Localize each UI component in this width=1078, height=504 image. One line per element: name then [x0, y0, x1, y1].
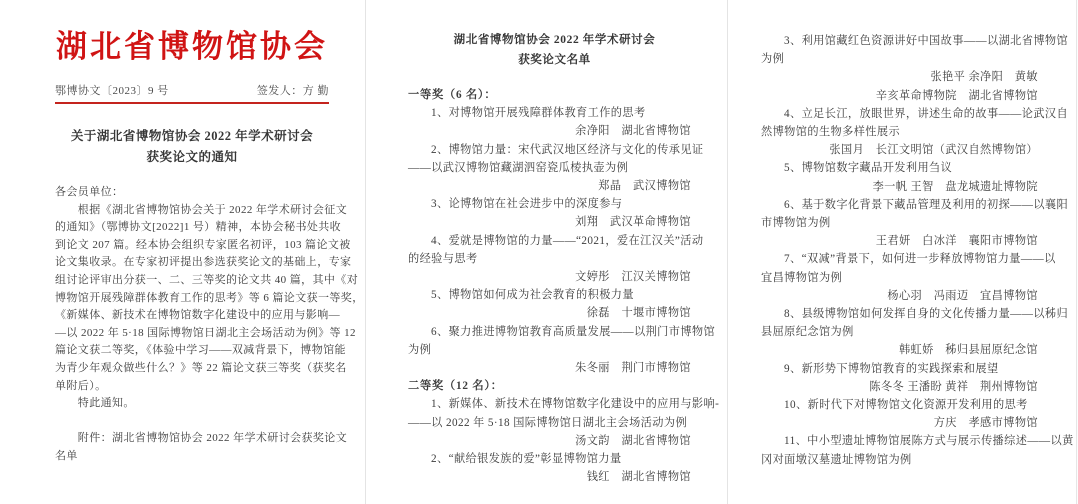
- award-list-title-line-1: 湖北省博物馆协会 2022 年学术研讨会: [453, 34, 656, 46]
- paper-title-line: 4、立足长江，放眼世界，讲述生命的故事——论武汉自: [784, 107, 1069, 120]
- paper-title-continuation: 冈对面墩汉墓遗址博物馆为例: [761, 453, 912, 466]
- paper-title-line: 3、论博物馆在社会进步中的深度参与: [431, 198, 623, 211]
- author-line: 刘翔 武汉革命博物馆: [575, 216, 691, 229]
- paper-title-continuation: 为例: [408, 343, 432, 356]
- text-line: 《新媒体、新技术在博物馆数字化建设中的应用与影响—: [55, 309, 340, 322]
- author-line: 李一帆 王智 盘龙城遗址博物院: [872, 180, 1038, 193]
- paper-title-line: 1、新媒体、新技术在博物馆数字化建设中的应用与影响-: [431, 398, 720, 411]
- paper-title-line: 7、“双减”背景下，如何进一步释放博物馆力量——以: [784, 253, 1056, 266]
- author-line: 余净阳 湖北省博物馆: [575, 125, 691, 138]
- issuer-label: 签发人：方 勤: [256, 85, 329, 97]
- page-3-award-list-continued: [728, 0, 1077, 504]
- paper-title-line: 9、新形势下博物馆教育的实践探索和展望: [784, 362, 999, 375]
- award-list-title-line-2: 获奖论文名单: [518, 54, 591, 66]
- paper-title-continuation: 为例: [761, 53, 785, 66]
- paper-title-line: 2、“献给银发族的爱”彰显博物馆力量: [431, 453, 622, 466]
- masthead-title: 湖北省博物馆协会: [56, 29, 328, 64]
- award-list-body: [408, 86, 720, 486]
- text-line: —以 2022 年 5·18 国际博物馆日湖北主会场活动为例》等 12: [55, 326, 356, 339]
- author-line: 汤文韵 湖北省博物馆: [575, 434, 691, 447]
- text-line: 单附后）。: [55, 379, 107, 392]
- paper-title-continuation: 然博物馆的生物多样性展示: [761, 126, 901, 139]
- prize-heading: 一等奖（6 名）：: [408, 89, 497, 101]
- author-line: 文婷彤 江汉关博物馆: [575, 271, 691, 284]
- text-line: 到论文 207 篇。经本协会组织专家匿名初评，103 篇论文被: [55, 238, 351, 251]
- text-line: 篇论文获二等奖，《体验中学习——双减背景下，博物馆能: [55, 344, 346, 357]
- paper-title-line: 3、利用馆藏红色资源讲好中国故事——以湖北省博物馆: [784, 35, 1069, 47]
- page-2-award-list: [366, 0, 728, 504]
- text-line: 名单: [55, 449, 78, 462]
- award-list-title: [408, 30, 701, 70]
- red-divider: [55, 102, 329, 104]
- author-line: 朱冬丽 荆门市博物馆: [575, 362, 691, 375]
- doc-number: 鄂博协文〔2023〕9 号: [55, 85, 169, 97]
- author-line: 王君妍 白冰洋 襄阳市博物馆: [875, 235, 1038, 248]
- author-line: 陈冬冬 王潘盼 黄祥 荆州博物馆: [869, 380, 1038, 393]
- paper-title-continuation: ——以武汉博物馆藏湖泗窑瓷瓜棱执壶为例: [408, 161, 629, 174]
- paper-title-line: 10、新时代下对博物馆文化资源开发利用的思考: [784, 399, 1028, 412]
- paper-title-line: 5、博物馆数字藏品开发利用刍议: [784, 162, 953, 175]
- text-line: 根据《湖北省博物馆协会关于 2022 年学术研讨会征文: [55, 203, 348, 216]
- text-line: 组讨论评审出分获一、二、三等奖的论文共 40 篇，其中《对: [55, 273, 359, 286]
- prize-heading: 二等奖（12 名）：: [408, 380, 503, 393]
- text-line: 为青少年观众做些什么？》等 22 篇论文获三等奖（获奖名: [55, 361, 347, 374]
- paper-title-line: 8、县级博物馆如何发挥自身的文化传播力量——以秭归: [784, 308, 1069, 321]
- paper-title-line: 5、博物馆如何成为社会教育的积极力量: [431, 289, 634, 302]
- text-line: 特此通知。: [55, 397, 135, 410]
- author-line: 徐磊 十堰市博物馆: [586, 307, 691, 320]
- paper-title-line: 6、基于数字化背景下藏品管理及利用的初探——以襄阳: [784, 198, 1069, 211]
- author-line: 辛亥革命博物院 湖北省博物馆: [875, 89, 1038, 102]
- author-line: 张艳平 余净阳 黄敏: [930, 71, 1038, 84]
- paper-title-continuation: ——以 2022 年 5·18 国际博物馆日湖北主会场活动为例: [408, 416, 688, 429]
- text-line: 附件：湖北省博物馆协会 2022 年学术研讨会获奖论文: [55, 432, 348, 445]
- text-line: 的通知》（鄂博协文[2022]1 号）精神，本协会秘书处共收: [55, 221, 342, 234]
- notice-body: [55, 184, 364, 466]
- notice-title-line-2: 获奖论文的通知: [146, 150, 238, 164]
- page-1-notice: [0, 0, 366, 504]
- paper-title-continuation: 市博物馆为例: [761, 217, 831, 230]
- notice-title-line-1: 关于湖北省博物馆协会 2022 年学术研讨会: [70, 129, 314, 143]
- author-line: 杨心羽 冯雨迈 宜昌博物馆: [887, 289, 1038, 302]
- award-list-body-continued: [761, 32, 1074, 469]
- author-line: 郑晶 武汉博物馆: [598, 180, 691, 193]
- paper-title-continuation: 的经验与思考: [408, 252, 478, 265]
- paper-title-line: 2、博物馆力量：宋代武汉地区经济与文化的传承见证: [431, 143, 704, 156]
- author-line: 方庆 孝感市博物馆: [933, 417, 1038, 430]
- paper-title-continuation: 宜昌博物馆为例: [761, 271, 843, 284]
- text-line: 博物馆开展残障群体教育工作的思考》等 6 篇论文获一等奖，: [55, 291, 364, 304]
- paper-title-line: 4、爱就是博物馆的力量——“2021，爱在江汉关”活动: [431, 234, 704, 247]
- blank-line: [55, 413, 329, 431]
- text-line: 各会员单位：: [55, 186, 124, 198]
- paper-title-continuation: 县屈原纪念馆为例: [761, 326, 854, 339]
- meta-row: [55, 82, 329, 98]
- author-line: 张国月 长江文明馆（武汉自然博物馆）: [829, 144, 1038, 157]
- paper-title-line: 6、聚力推进博物馆教育高质量发展——以荆门市博物馆: [431, 325, 716, 338]
- author-line: 韩虹娇 秭归县屈原纪念馆: [898, 344, 1038, 357]
- text-line: 论文集收录。在专家初评提出参选获奖论文的基础上，专家: [55, 256, 352, 269]
- paper-title-line: 11、中小型遗址博物馆展陈方式与展示传播综述——以黄: [784, 435, 1074, 448]
- author-line: 钱红 湖北省博物馆: [586, 471, 691, 484]
- paper-title-line: 1、对博物馆开展残障群体教育工作的思考: [431, 107, 646, 120]
- notice-title: [55, 126, 329, 168]
